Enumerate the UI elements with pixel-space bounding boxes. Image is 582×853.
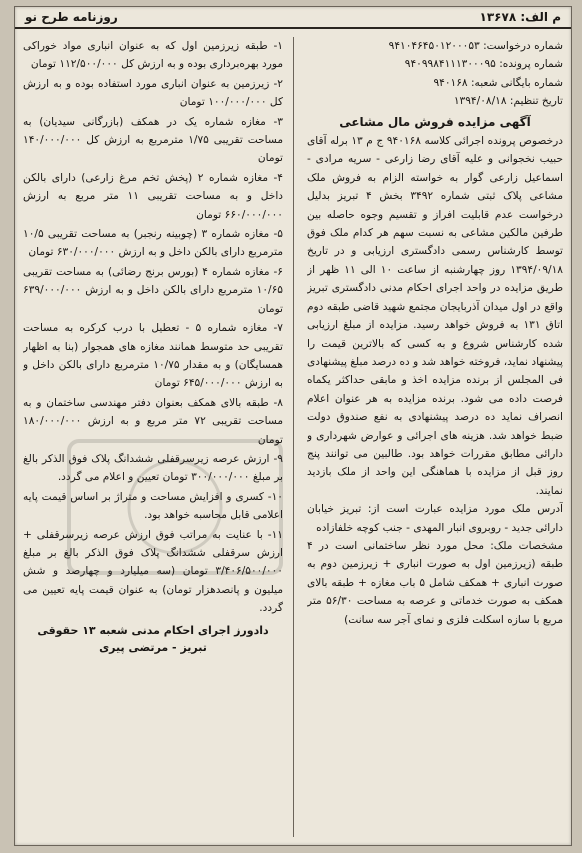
list-item: ۶- مغازه شماره ۴ (بورس برنج رضائی) به مساحت تقریبی ۱۰/۶۵ مترمربع دارای بالکن داخل و به ارزش ۶۳۹/۰۰۰/۰۰۰ تومان xyxy=(23,265,283,315)
issue-date: تاریخ تنظیم: ۱۳۹۴/۰۸/۱۸ xyxy=(453,95,563,108)
property-specs: مشخصات ملک: محل مورد نظر ساختمانی است در ۴ طبقه (زیرزمین اول به صورت انباری + زیرزمین دوم به صورت انباری + همکف شامل ۵ باب مغازه + طبقه بالای همکف به صورت خدماتی و عرصه به مساحت ۵۶/۳۰ متر مربع با سازه اسکلت فلزی و نمای آجر سه سانت) xyxy=(307,539,563,626)
list-item: ۵- مغازه شماره ۳ (چوبینه رنجبر) به مساحت تقریبی ۱۰/۵ مترمربع دارای بالکن داخل و به ارزش ۶۳۰/۰۰۰/۰۰۰ تومان xyxy=(23,228,283,259)
notice-title: آگهی مزایده فروش مال مشاعی xyxy=(339,114,531,129)
list-item: ۲- زیرزمین به عنوان انباری مورد استفاده بوده و به ارزش کل ۱۰۰/۰۰۰/۰۰۰ تومان xyxy=(23,77,283,109)
issue-number: م الف: ۱۳۶۷۸ xyxy=(479,10,561,24)
list-item: ۴- مغازه شماره ۲ (پخش تخم مرغ زارعی) دارای بالکن داخل و به مساحت تقریبی ۱۱ متر مربع به ارزش ۶۶۰/۰۰۰/۰۰۰ تومان xyxy=(23,171,283,221)
list-item: ۱- طبقه زیرزمین اول که به عنوان انباری مواد خوراکی مورد بهره‌برداری بوده و به ارزش کل ۱۱۲/۵۰۰/۰۰۰ تومان xyxy=(23,40,283,71)
list-item: ۱۱- با عنایت به مراتب فوق ارزش عرصه زیرسرقفلی + ارزش سرقفلی ششدانگ پلاک فوق الذکر بالغ بر مبلغ ۳/۴۰۶/۵۰۰/۰۰۰ تومان (سه میلیارد و چهارصد و شش میلیون و پانصدهزار تومان) به عنوان قیمت پایه تعیین می گردد. xyxy=(23,528,283,615)
list-item: ۹- ارزش عرصه زیرسرقفلی ششدانگ پلاک فوق الذکر بالغ بر مبلغ ۳۰۰/۰۰۰/۰۰۰ تومان تعیین و اعلام می گردد. xyxy=(23,452,283,484)
archive-number: شماره بایگانی شعبه: ۹۴۰۱۶۸ xyxy=(433,76,563,89)
page-header xyxy=(15,7,571,29)
notice-body: درخصوص پرونده اجرائی کلاسه ۹۴۰۱۶۸ ج م ۱۳ برله آقای حبیب نخجوانی و علیه آقای رضا زارعی - سریه مرادی - اسماعیل زارعی گوار به خواسته الزام به فروش ملک مشاعی پلاک ثبتی شماره ۳۴۹۲ بخش ۴ تبریز بدلیل درخواست عدم قابلیت افراز و تقسیم وجوه حاصله بین طرفین مالکین مشاعی به نسبت سهم هر کدام ملک فوق توسط کارشناس رسمی دادگستری ارزیابی و در تاریخ ۱۳۹۴/۰۹/۱۸ روز چهارشنبه از ساعت ۱۰ الی ۱۱ ظهر از طریق مزایده در واحد اجرای احکام مدنی دادگستری تبریز واقع در اول میدان آذربایجان مجتمع شهید قاضی طبقه دوم اتاق ۱۳۱ به فروش خواهد رسید. مزایده از مبلغ ارزیابی شده کارشناس شروع و به کسی که بالاترین قیمت را پیشنهاد نماید، فروخته خواهد شد و ده درصد مبلغ پیشنهادی فی المجلس از برنده مزایده اخذ و مابقی حداکثر یکماه فرصت داده می شود. برنده مزایده به هر عنوان اعلام انصراف نماید ده درصد پیشنهادی به نفع صندوق دولت ضبط خواهد شد. هزینه های اجرائی و عوارض شهرداری و دارائی مطابق مقررات خواهد بود. طالبین می توانند پنج روز قبل از مزایده با هماهنگی این واحد از ملک بازدید نمایند. xyxy=(307,135,563,497)
newspaper-name: روزنامه طرح نو xyxy=(25,10,118,24)
list-item: ۱۰- کسری و افزایش مساحت و متراژ بر اساس قیمت پایه اعلامی قابل محاسبه خواهد بود. xyxy=(23,490,283,522)
case-number: شماره پرونده: ۹۴۰۹۹۸۴۱۱۱۳۰۰۰۹۵ xyxy=(404,58,563,71)
property-address: آدرس ملک مورد مزایده عبارت است از: تبریز خیابان دارائی جدید - روبروی انبار المهدی - جنب کوچه خلفازاده xyxy=(307,503,563,534)
signature xyxy=(23,622,283,656)
list-item: ۷- مغازه شماره ۵ - تعطیل با درب کرکره به مساحت تقریبی حد متوسط همانند مغازه های همجوار (بنا به اظهار همسایگان) و به مقدار ۱۰/۷۵ مترمربع دارای بالکن داخل و به ارزش ۶۴۵/۰۰۰/۰۰۰ تومان xyxy=(23,322,283,390)
list-item: ۸- طبقه بالای همکف بعنوان دفتر مهندسی ساختمان و به مساحت تقریبی ۷۲ متر مربع و به ارزش ۱۸۰/۰۰۰/۰۰۰ تومان xyxy=(23,396,283,446)
signature-title: دادورز اجرای احکام مدنی شعبه ۱۳ حقوقی xyxy=(37,623,269,637)
list-item: ۳- مغازه شماره یک در همکف (بازرگانی سیدیان) به مساحت تقریبی ۱/۷۵ مترمربع به ارزش کل ۱۴۰/۰۰۰/۰۰۰ تومان xyxy=(23,115,283,165)
notice-column xyxy=(307,37,563,837)
signature-name: تبریز - مرتضی پیری xyxy=(99,640,207,654)
request-number: شماره درخواست: ۹۴۱۰۴۶۴۵۰۱۲۰۰۰۵۳ xyxy=(388,40,563,52)
notice-meta xyxy=(307,37,563,111)
items-column xyxy=(23,37,283,837)
newspaper-page xyxy=(14,6,572,846)
column-divider xyxy=(293,37,294,837)
